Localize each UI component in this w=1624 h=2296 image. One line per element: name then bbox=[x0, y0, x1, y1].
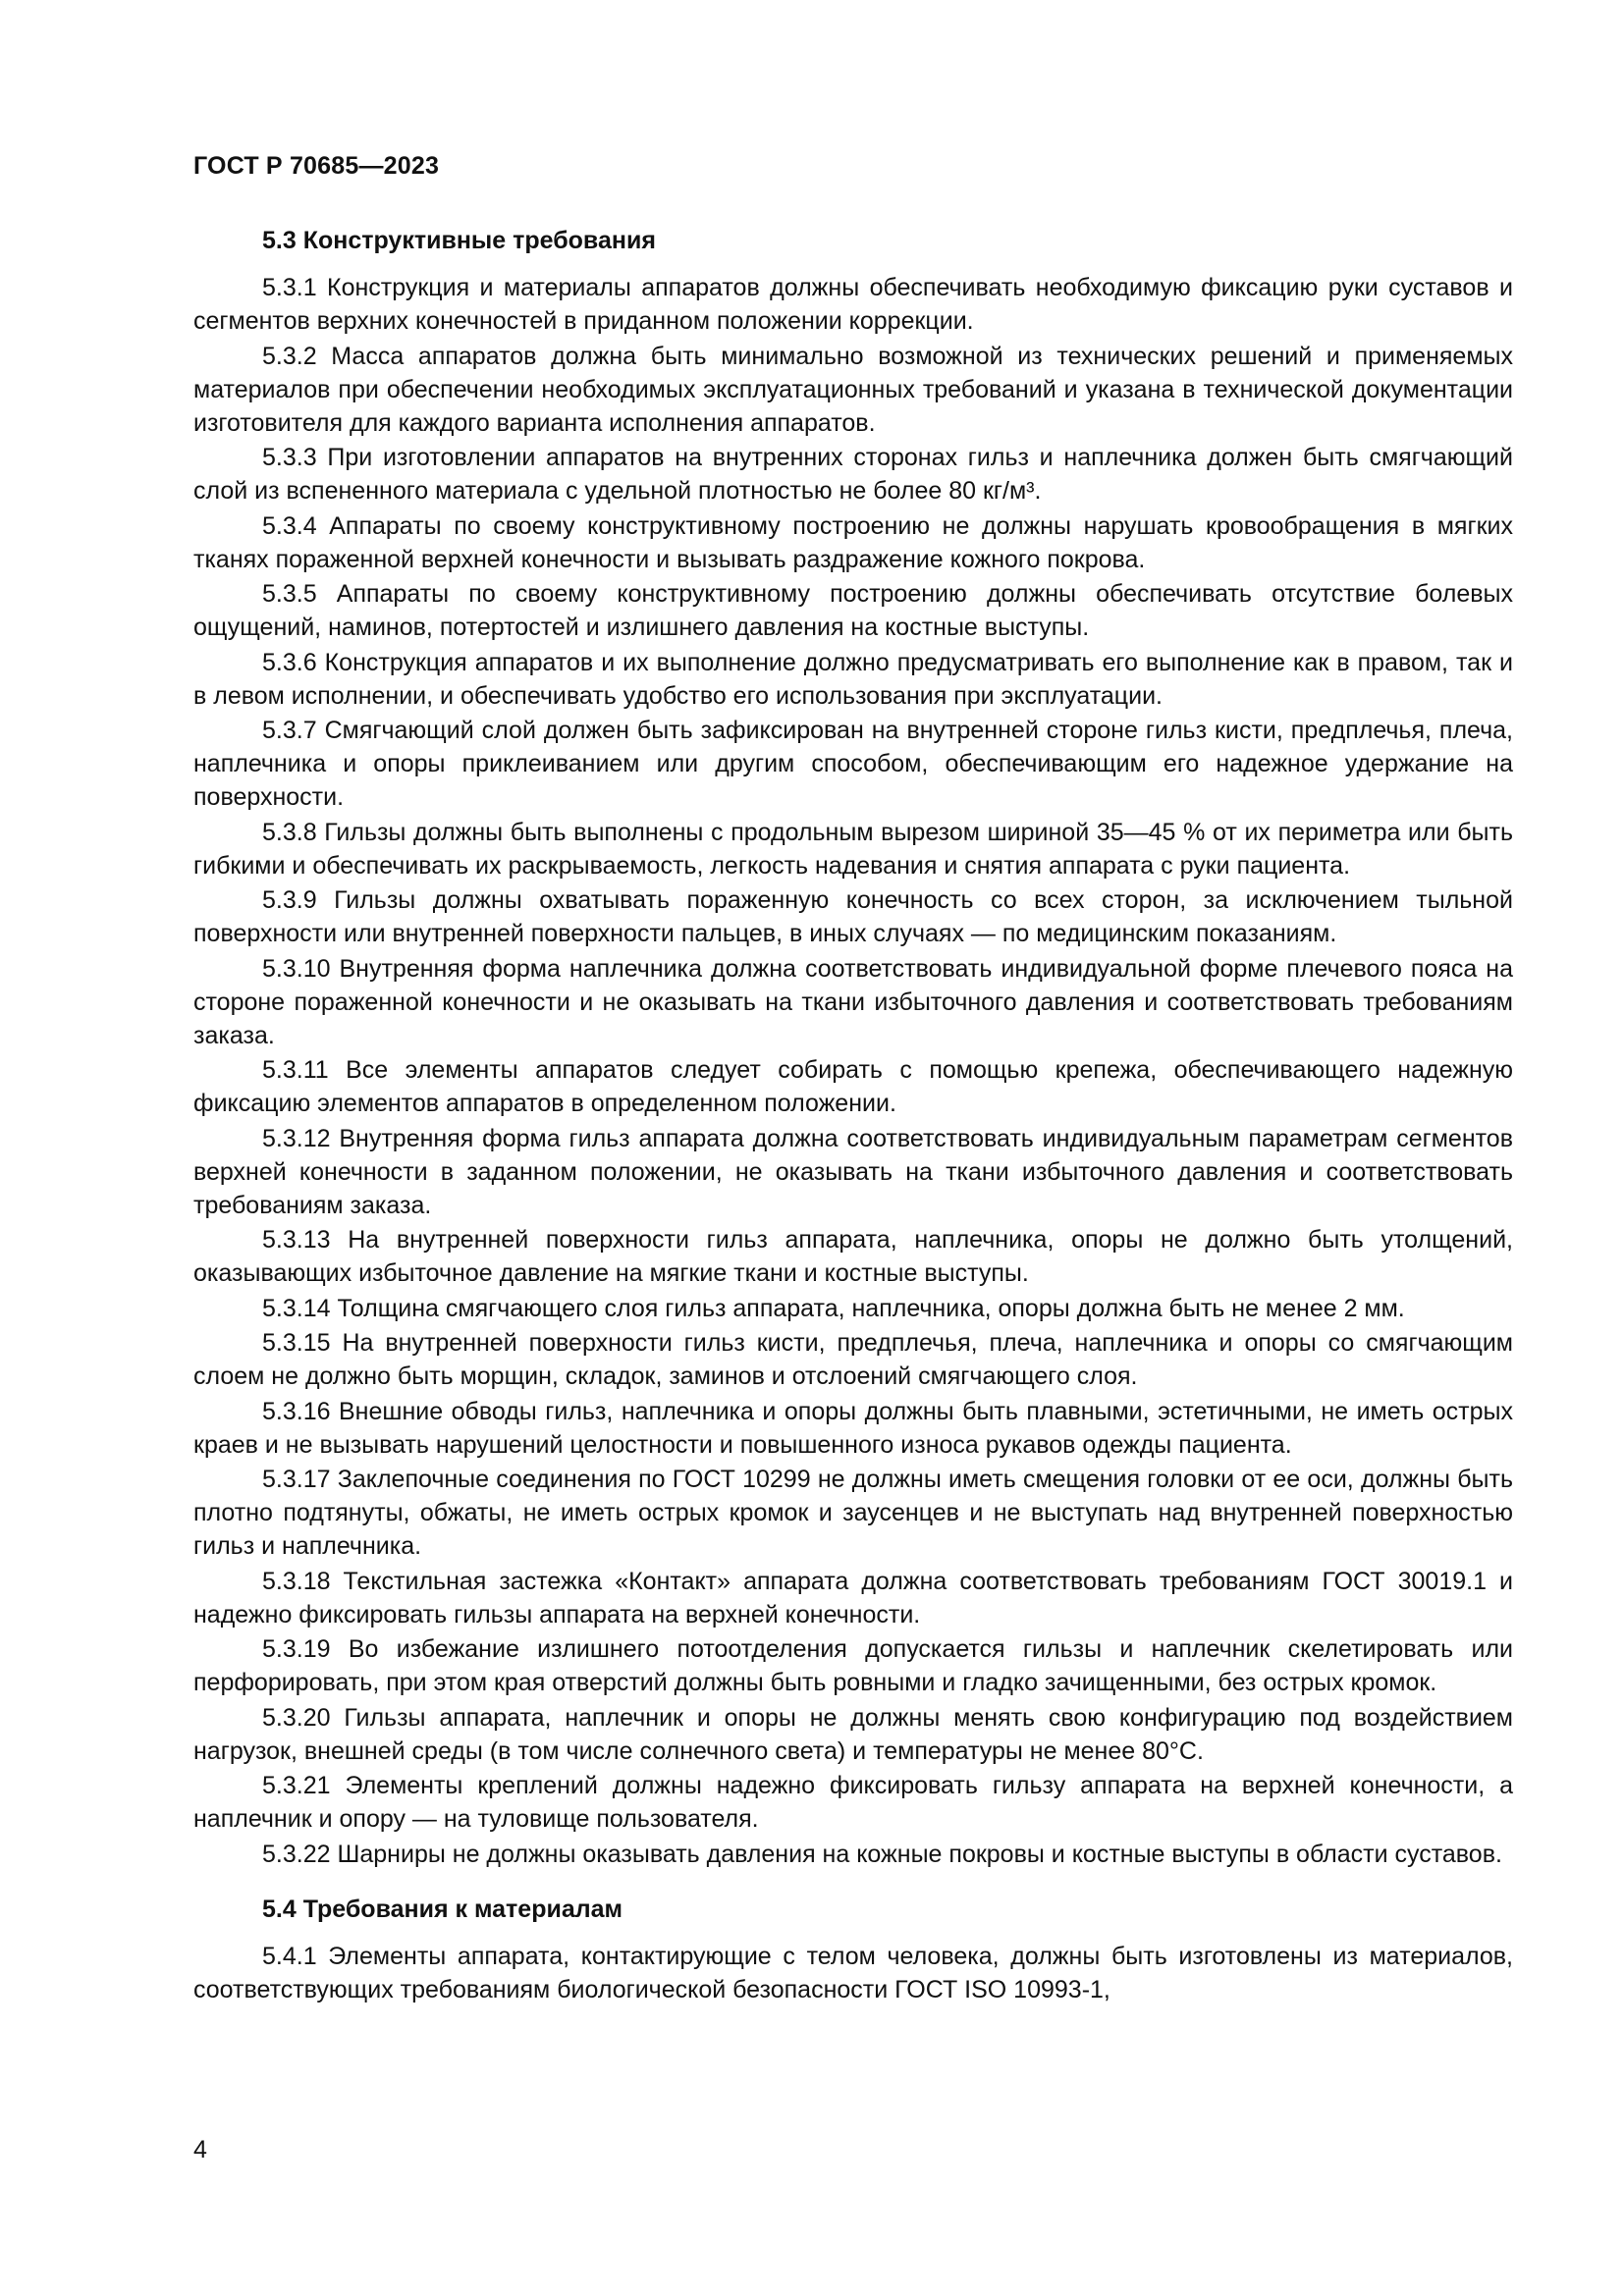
clause-5-3-21: 5.3.21 Элементы креплений должны надежно фиксировать гильзу аппарата на верхней конечности, а наплечник и опору — на туловище пользователя. bbox=[193, 1772, 1513, 1833]
document-body bbox=[193, 224, 1513, 2007]
section-heading-5-3: 5.3 Конструктивные требования bbox=[262, 227, 656, 254]
clause-5-3-18: 5.3.18 Текстильная застежка «Контакт» аппарата должна соответствовать требованиям ГОСТ 30019.1 и надежно фиксировать гильзы аппарата на верхней конечности. bbox=[193, 1567, 1513, 1629]
clause-5-4-1: 5.4.1 Элементы аппарата, контактирующие с телом человека, должны быть изготовлены из материалов, соответствующих требованиям биологической безопасности ГОСТ ISO 10993-1, bbox=[193, 1942, 1513, 2003]
clause-5-3-11: 5.3.11 Все элементы аппаратов следует собирать с помощью крепежа, обеспечивающего надежную фиксацию элементов аппаратов в определенном положении. bbox=[193, 1056, 1513, 1117]
clause-5-3-9: 5.3.9 Гильзы должны охватывать пораженную конечность со всех сторон, за исключением тыльной поверхности или внутренней поверхности пальцев, в иных случаях — по медицинским показаниям. bbox=[193, 886, 1513, 947]
clause-5-3-15: 5.3.15 На внутренней поверхности гильз кисти, предплечья, плеча, наплечника и опоры со смягчающим слоем не должно быть морщин, складок, заминов и отслоений смягчающего слоя. bbox=[193, 1329, 1513, 1390]
clause-5-3-3: 5.3.3 При изготовлении аппаратов на внутренних сторонах гильз и наплечника должен быть смягчающий слой из вспененного материала с удельной плотностью не более 80 кг/м³. bbox=[193, 444, 1513, 505]
clause-5-3-5: 5.3.5 Аппараты по своему конструктивному построению должны обеспечивать отсутствие болевых ощущений, наминов, потертостей и излишнего давления на костные выступы. bbox=[193, 580, 1513, 641]
clause-5-3-1: 5.3.1 Конструкция и материалы аппаратов должны обеспечивать необходимую фиксацию руки суставов и сегментов верхних конечностей в приданном положении коррекции. bbox=[193, 274, 1513, 335]
clause-5-3-2: 5.3.2 Масса аппаратов должна быть минимально возможной из технических решений и применяемых материалов при обеспечении необходимых эксплуатационных требований и указана в технической документации изготовителя для каждого варианта исполнения аппаратов. bbox=[193, 342, 1513, 437]
clause-5-3-7: 5.3.7 Смягчающий слой должен быть зафиксирован на внутренней стороне гильз кисти, предплечья, плеча, наплечника и опоры приклеиванием или другим способом, обеспечивающим его надежное удержание на поверхности. bbox=[193, 717, 1513, 811]
clause-5-3-22: 5.3.22 Шарниры не должны оказывать давления на кожные покровы и костные выступы в области суставов. bbox=[262, 1840, 1502, 1868]
clause-5-3-17: 5.3.17 Заклепочные соединения по ГОСТ 10299 не должны иметь смещения головки от ее оси, должны быть плотно подтянуты, обжаты, не иметь острых кромок и заусенцев и не выступать над внутренней поверхностью гильз и наплечника. bbox=[193, 1466, 1513, 1560]
clause-5-3-20: 5.3.20 Гильзы аппарата, наплечник и опоры не должны менять свою конфигурацию под воздействием нагрузок, внешней среды (в том числе солнечного света) и температуры не менее 80°С. bbox=[193, 1703, 1513, 1765]
section-heading-5-4: 5.4 Требования к материалам bbox=[262, 1895, 623, 1923]
clause-5-3-16: 5.3.16 Внешние обводы гильз, наплечника и опоры должны быть плавными, эстетичными, не иметь острых краев и не вызывать нарушений целостности и повышенного износа рукавов одежды пациента. bbox=[193, 1397, 1513, 1459]
clause-5-3-12: 5.3.12 Внутренняя форма гильз аппарата должна соответствовать индивидуальным параметрам сегментов верхней конечности в заданном положении, не оказывать на ткани избыточного давления и соответствовать требованиям заказа. bbox=[193, 1124, 1513, 1219]
clause-5-3-8: 5.3.8 Гильзы должны быть выполнены с продольным вырезом шириной 35—45 % от их периметра или быть гибкими и обеспечивать их раскрываемость, легкость надевания и снятия аппарата с руки пациента. bbox=[193, 818, 1513, 880]
clause-5-3-13: 5.3.13 На внутренней поверхности гильз аппарата, наплечника, опоры не должно быть утолщений, оказывающих избыточное давление на мягкие ткани и костные выступы. bbox=[193, 1226, 1513, 1287]
clause-5-3-10: 5.3.10 Внутренняя форма наплечника должна соответствовать индивидуальной форме плечевого пояса на стороне пораженной конечности и не оказывать на ткани избыточного давления и соответствовать требованиям заказа. bbox=[193, 954, 1513, 1049]
clause-5-3-14: 5.3.14 Толщина смягчающего слоя гильз аппарата, наплечника, опоры должна быть не менее 2 мм. bbox=[262, 1294, 1405, 1322]
clause-5-3-4: 5.3.4 Аппараты по своему конструктивному построению не должны нарушать кровообращения в мягких тканях пораженной верхней конечности и вызывать раздражение кожного покрова. bbox=[193, 511, 1513, 573]
clause-5-3-19: 5.3.19 Во избежание излишнего потоотделения допускается гильзы и наплечник скелетировать или перфорировать, при этом края отверстий должны быть ровными и гладко зачищенными, без острых кромок. bbox=[193, 1635, 1513, 1696]
document-code-header: ГОСТ Р 70685—2023 bbox=[193, 152, 440, 180]
page-number: 4 bbox=[193, 2136, 207, 2163]
clause-5-3-6: 5.3.6 Конструкция аппаратов и их выполнение должно предусматривать его выполнение как в правом, так и в левом исполнении, и обеспечивать удобство его использования при эксплуатации. bbox=[193, 648, 1513, 710]
